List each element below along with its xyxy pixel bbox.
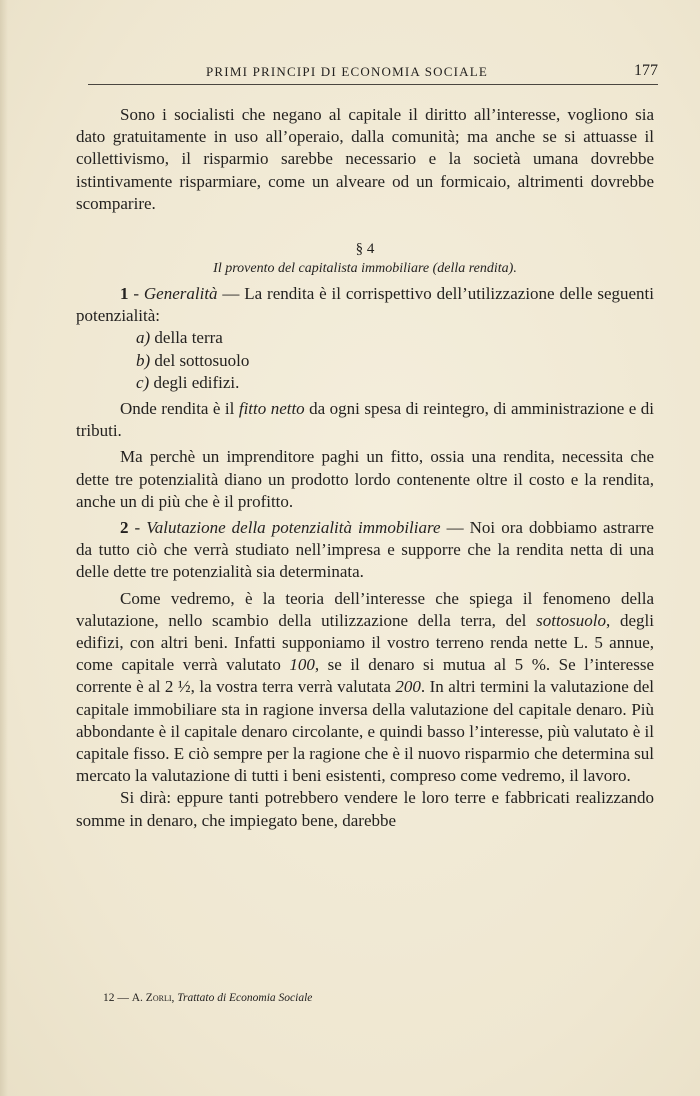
text-run: Onde rendita è il [120, 399, 239, 419]
paragraph-teoria-interesse [76, 588, 654, 788]
signature-number: 12 [103, 992, 115, 1004]
section-number: § 4 [355, 241, 375, 258]
list-marker: b) [136, 350, 151, 370]
list-marker: a) [136, 328, 151, 348]
page-footer: 12 — A. Zorli, Trattato di Economia Sociale [103, 992, 313, 1004]
list-item [136, 372, 654, 394]
subsection-number: 1 [120, 284, 129, 304]
running-title: PRIMI PRINCIPI DI ECONOMIA SOCIALE [206, 64, 489, 79]
emphasis-sottosuolo: sottosuolo [536, 610, 607, 630]
paragraph-socialists: Sono i socialisti che negano al capitale il diritto all’interesse, vogliono sia dato gratuitamente in uso all’operaio, dalla comunità; ma anche se si attuasse il collettivismo, il risparmio sarebbe necessario e la società umana dovrebbe istintivamente risparmiare, come un alveare od un formicaio, altrimenti dovrebbe scomparire. [76, 105, 654, 213]
subsection-valutazione: 2 - Valutazione della potenzialità immobiliare — Noi ora dobbiamo astrarre da tutto ciò che verrà studiato nell’impresa e supporre che la rendita netta di una delle dette tre potenzialità sia determinata. [76, 518, 654, 582]
text-run: . In altri termini la valutazione del capitale immobiliare sta in ragione inversa della valutazione del capitale denaro. Più abbondante è il capitale denaro circolante, e quindi basso l’interesse, più valutato è il capitale fisso. E ciò sempre per la ragione che è il nuovo risparmio che determina sul mercato la valutazione di tutti i beni esistenti, compreso come vedremo, il lavoro. [76, 677, 654, 786]
subsection-text: — La rendita è il corrispettivo dell’utilizzazione delle seguenti potenzialità: [76, 284, 654, 326]
text-run: , degli edifizi, con altri beni. Infatti supponiamo il vostro terreno renda nette L. 5 annue, come capitale verrà valutato [76, 610, 654, 675]
text-run: da ogni spesa di reintegro, di amministrazione e di tributi. [76, 399, 654, 441]
page-body [76, 104, 654, 832]
list-item [136, 350, 654, 372]
footer-author: A. Zorli, [131, 992, 175, 1004]
subsection-generalita: 1 - Generalità — La rendita è il corrispettivo dell’utilizzazione delle seguenti potenzialità: [76, 284, 654, 326]
emphasis-fitto-netto: fitto netto [238, 399, 305, 419]
emphasis-200: 200 [395, 677, 421, 697]
page-header [88, 62, 658, 84]
section-title: Il provento del capitalista immobiliare (della rendita). [213, 261, 517, 277]
page-number: 177 [634, 62, 658, 79]
list-marker: c) [136, 372, 150, 392]
list-item [136, 327, 654, 349]
page-binding-shadow [0, 0, 8, 1096]
subsection-text: — Noi ora dobbiamo astrarre da tutto ciò che verrà studiato nell’impresa e supporre che la rendita netta di una delle dette tre potenzialità sia determinata. [76, 518, 654, 582]
emphasis-100: 100 [289, 655, 315, 675]
paragraph-rendita [76, 398, 654, 442]
list-text: della terra [154, 328, 223, 348]
subsection-number: 2 [120, 518, 129, 538]
list-text: del sottosuolo [154, 350, 250, 370]
paragraph-si-dira: Si dirà: eppure tanti potrebbero vendere le loro terre e fabbricati realizzando somme in denaro, che impiegato bene, darebbe [76, 788, 654, 830]
text-run: , se il denaro si mutua al 5 %. Se l’interesse corrente è al 2 ½, la vostra terra verrà valutata [76, 655, 654, 697]
subsection-heading: Generalità [143, 284, 218, 304]
text-run: Come vedremo, è la teoria dell’interesse che spiega il fenomeno della valutazione, nello scambio della utilizzazione della terra, del [76, 588, 654, 630]
paragraph-imprenditore: Ma perchè un imprenditore paghi un fitto, ossia una rendita, necessita che dette tre potenzialità diano un prodotto lordo contenente oltre il costo e la rendita, anche un di più che è il profitto. [76, 447, 654, 511]
subsection-heading: Valutazione della potenzialità immobiliare [146, 518, 441, 538]
footer-book-title: Trattato di Economia Sociale [177, 992, 313, 1004]
list-text: degli edifizi. [153, 372, 240, 392]
header-rule [88, 84, 658, 85]
